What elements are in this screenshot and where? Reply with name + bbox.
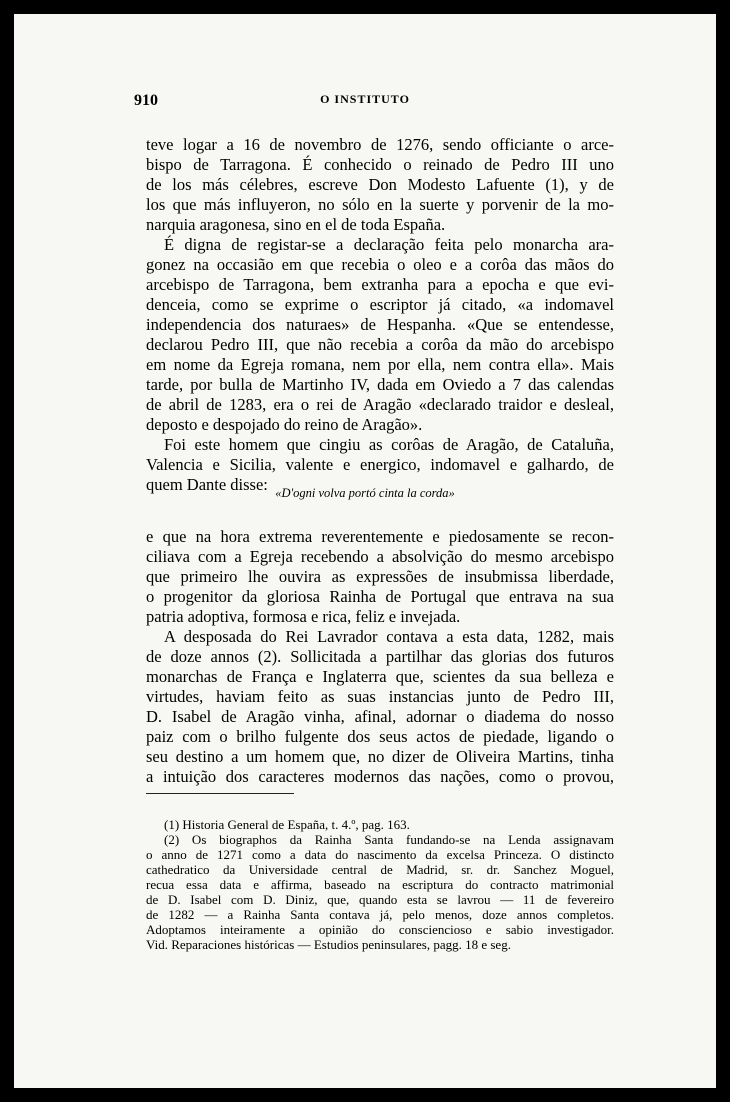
text-line: quem Dante disse: bbox=[146, 475, 268, 494]
text-line: É digna de registar-se a declaração feita pelo monarcha ara- bbox=[164, 235, 614, 254]
text-line: de abril de 1283, era o rei de Aragão «declarado traidor e desleal, bbox=[146, 395, 614, 414]
text-line: arcebispo de Tarragona, bem extranha para a epocha e que evi- bbox=[146, 275, 614, 294]
text-line: tarde, por bulla de Martinho IV, dada em Oviedo a 7 das calendas bbox=[146, 375, 614, 394]
text-line: Valencia e Sicilia, valente e energico, indomavel e galhardo, de bbox=[146, 455, 614, 474]
text-line: declarou Pedro III, que não recebia a corôa da mão do arcebispo bbox=[146, 335, 614, 354]
footnote-line: Vid. Reparaciones históricas — Estudios peninsulares, pagg. 18 e seg. bbox=[146, 938, 511, 952]
footnote-line: o anno de 1271 como a data do nascimento da excelsa Princeza. O distincto bbox=[146, 848, 614, 862]
text-line: los que más influyeron, no sólo en la suerte y porvenir de la mo- bbox=[146, 195, 614, 214]
footnote-line: (2) Os biographos da Rainha Santa fundando-se na Lenda assignavam bbox=[164, 833, 614, 847]
footnote-line: de 1282 — a Rainha Santa contava já, pelo menos, doze annos completos. bbox=[146, 908, 614, 922]
footnote-line: cathedratico da Universidade central de Madrid, sr. dr. Sanchez Moguel, bbox=[146, 863, 614, 877]
text-line: a intuição dos caracteres modernos das nações, como o provou, bbox=[146, 767, 614, 786]
text-line: e que na hora extrema reverentemente e piedosamente se recon- bbox=[146, 527, 614, 546]
text-line: ciliava com a Egreja recebendo a absolvição do mesmo arcebispo bbox=[146, 547, 614, 566]
text-line: deposto e despojado do reino de Aragão». bbox=[146, 415, 423, 434]
text-line: virtudes, haviam feito as suas instancias junto de Pedro III, bbox=[146, 687, 614, 706]
dante-quote: «D'ogni volva portó cinta la corda» bbox=[275, 486, 455, 500]
footnote-divider bbox=[146, 793, 294, 794]
text-line: em nome da Egreja romana, nem por ella, nem contra ella». Mais bbox=[146, 355, 614, 374]
text-line: denceia, como se exprime o escriptor já citado, «a indomavel bbox=[146, 295, 614, 314]
text-line: de doze annos (2). Sollicitada a partilhar das glorias dos futuros bbox=[146, 647, 614, 666]
text-line: A desposada do Rei Lavrador contava a esta data, 1282, mais bbox=[164, 627, 614, 646]
text-line: monarchas de França e Inglaterra que, scientes da sua belleza e bbox=[146, 667, 614, 686]
footnote-line: recua essa data e affirma, baseado na escriptura do contracto matrimonial bbox=[146, 878, 614, 892]
footnote-line: (1) Historia General de España, t. 4.º, pag. 163. bbox=[164, 818, 410, 832]
text-line: narquia aragonesa, sino en el de toda España. bbox=[146, 215, 446, 234]
text-line: patria adoptiva, formosa e rica, feliz e invejada. bbox=[146, 607, 461, 626]
text-line: paiz com o brilho fulgente dos seus actos de piedade, ligando o bbox=[146, 727, 614, 746]
text-line: que primeiro lhe ouvira as expressões de insubmissa liberdade, bbox=[146, 567, 614, 586]
text-line: gonez na occasião em que recebia o oleo e a corôa das mãos do bbox=[146, 255, 614, 274]
text-line: teve logar a 16 de novembro de 1276, sendo officiante o arce- bbox=[146, 135, 614, 154]
footnote-line: de D. Isabel com D. Diniz, que, quando esta se lavrou — 11 de fevereiro bbox=[146, 893, 614, 907]
running-title: O INSTITUTO bbox=[320, 92, 410, 106]
text-line: de los más célebres, escreve Don Modesto Lafuente (1), y de bbox=[146, 175, 614, 194]
text-line: o progenitor da gloriosa Rainha de Portugal que entrava na sua bbox=[146, 587, 614, 606]
text-line: Foi este homem que cingiu as corôas de Aragão, de Cataluña, bbox=[164, 435, 614, 454]
text-line: bispo de Tarragona. É conhecido o reinado de Pedro III uno bbox=[146, 155, 614, 174]
page-number: 910 bbox=[134, 92, 158, 109]
text-line: independencia dos naturaes» de Hespanha. «Que se entendesse, bbox=[146, 315, 614, 334]
text-line: seu destino a um homem que, no dizer de Oliveira Martins, tinha bbox=[146, 747, 614, 766]
text-line: D. Isabel de Aragão vinha, afinal, adornar o diadema do nosso bbox=[146, 707, 614, 726]
footnote-line: Adoptamos inteiramente a opinião do consciencioso e sabio investigador. bbox=[146, 923, 614, 937]
